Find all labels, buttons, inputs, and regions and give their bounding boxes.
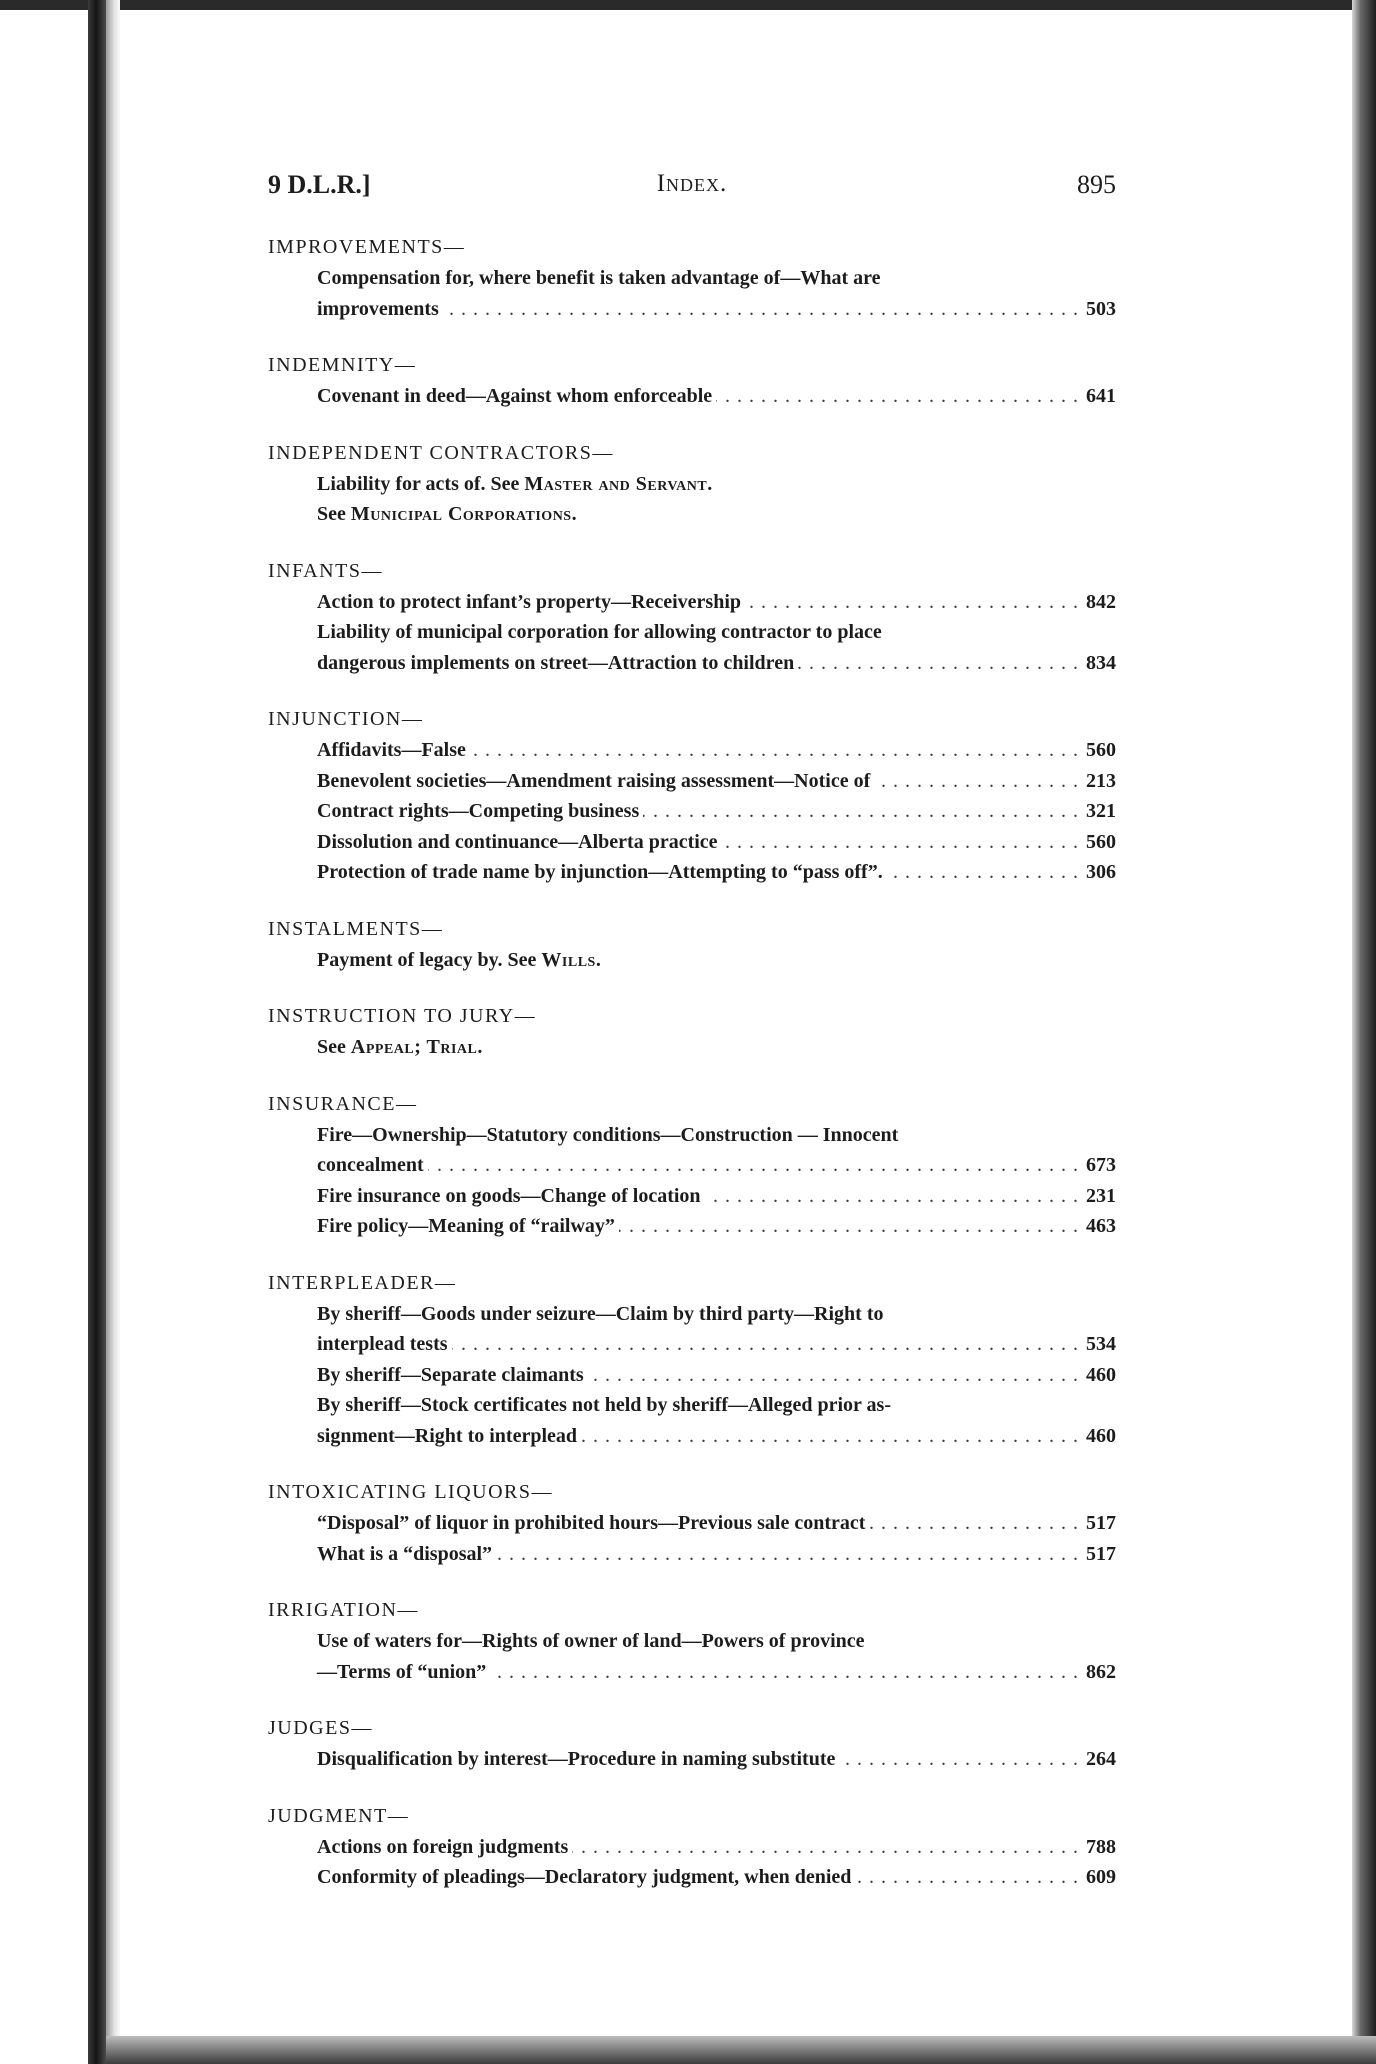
entry-line	[268, 857, 1116, 888]
entry-text-main: Disqualification by interest—Procedure in naming substitute	[317, 1748, 836, 1770]
entry-heading: INDEPENDENT CONTRACTORS—	[268, 441, 614, 464]
entry-text-main: “Disposal” of liquor in prohibited hours—Previous sale contract	[317, 1512, 866, 1534]
entry-text-main: Fire—Ownership—Statutory conditions—Construction — Innocent	[317, 1123, 899, 1146]
entry-text	[317, 591, 745, 613]
entry-text	[317, 770, 874, 792]
entry-heading: IRRIGATION—	[268, 1599, 419, 1621]
entry-line	[268, 1657, 1116, 1688]
entry-line	[268, 1832, 1116, 1863]
entry-line	[268, 1360, 1116, 1391]
index-page	[268, 0, 1116, 2036]
entry-text-main: Fire policy—Meaning of “railway”	[317, 1215, 615, 1237]
entry-text-main: By sheriff—Stock certificates not held by sheriff—Alleged prior as-	[317, 1394, 891, 1416]
page-reference: 842	[1078, 587, 1116, 618]
cross-reference: Municipal Corporations.	[350, 503, 578, 525]
cross-reference: Appeal; Trial.	[350, 1036, 483, 1058]
entry-line	[268, 1211, 1116, 1242]
entry-heading: JUDGMENT—	[268, 1804, 410, 1827]
entry-text	[317, 949, 605, 971]
entry-text	[317, 1036, 487, 1058]
entry-heading: INFANTS—	[268, 559, 383, 582]
page-reference: 560	[1078, 735, 1116, 766]
entry-text	[317, 1215, 619, 1237]
cross-reference: Wills.	[541, 948, 602, 971]
index-entry	[268, 232, 1116, 324]
index-entry	[268, 1801, 1116, 1893]
entry-text	[317, 1364, 588, 1386]
page-reference: 231	[1078, 1181, 1116, 1212]
page-reference: 517	[1078, 1508, 1116, 1539]
entry-text-main: —Terms of “union”	[317, 1660, 487, 1683]
entry-text-main: See	[317, 503, 351, 525]
entry-line	[268, 648, 1116, 679]
entry-line	[268, 1150, 1116, 1181]
entry-line	[268, 1508, 1116, 1539]
entry-text	[317, 267, 885, 289]
entry-text-main: Covenant in deed—Against whom enforceable	[317, 385, 713, 407]
entry-text	[317, 831, 722, 853]
entry-text-main: Fire insurance on goods—Change of location	[317, 1184, 701, 1207]
entry-text	[317, 298, 443, 320]
page-reference: 517	[1078, 1539, 1116, 1570]
entry-line	[268, 263, 1116, 294]
entry-text	[317, 1124, 902, 1146]
index-entry	[268, 556, 1116, 679]
entry-line	[268, 1862, 1116, 1893]
entry-text-main: Liability for acts of. See	[317, 472, 525, 495]
entry-text-main: interplead tests	[317, 1333, 448, 1355]
entry-line	[268, 1421, 1116, 1452]
entry-text	[317, 1154, 428, 1176]
entry-line	[268, 469, 1116, 500]
cross-reference: Master and Servant.	[524, 472, 713, 495]
index-entry	[268, 350, 1116, 412]
entry-heading: JUDGES—	[268, 1717, 373, 1739]
index-entry	[268, 438, 1116, 530]
entry-text-main: By sheriff—Separate claimants	[317, 1363, 584, 1386]
page-reference: 641	[1078, 381, 1116, 412]
running-head	[268, 170, 1116, 210]
entry-text-main: Benevolent societies—Amendment raising assessment—Notice of	[317, 769, 871, 792]
entry-line	[268, 1626, 1116, 1657]
entry-heading: INSTALMENTS—	[268, 917, 444, 940]
entry-text	[317, 1394, 895, 1416]
page-reference: 609	[1078, 1862, 1116, 1893]
entry-text-main: Compensation for, where benefit is taken advantage of—What are	[317, 267, 881, 289]
entry-text	[317, 385, 716, 407]
entry-text-main: Affidavits—False	[317, 739, 466, 761]
entry-text	[317, 1748, 839, 1770]
page-title: Index.	[656, 170, 728, 197]
page-bottom-edge	[106, 2036, 1376, 2064]
page-reference: 788	[1078, 1832, 1116, 1863]
entry-line	[268, 827, 1116, 858]
index-body	[268, 232, 1116, 1919]
entry-text	[317, 1303, 888, 1325]
entry-line	[268, 1539, 1116, 1570]
page-reference: 862	[1078, 1657, 1116, 1688]
entry-line	[268, 735, 1116, 766]
page-reference: 213	[1078, 766, 1116, 797]
page-right-edge	[1352, 0, 1376, 2064]
entry-text-main: Payment of legacy by. See	[317, 948, 542, 971]
entry-line	[268, 587, 1116, 618]
entry-text	[317, 652, 798, 674]
spine-shadow	[106, 0, 120, 2064]
entry-text-main: Use of waters for—Rights of owner of land—Powers of province	[317, 1630, 865, 1652]
page-reference: 460	[1078, 1421, 1116, 1452]
index-entry	[268, 1001, 1116, 1063]
entry-text	[317, 1185, 705, 1207]
entry-text-main: Conformity of pleadings—Declaratory judgment, when denied	[317, 1866, 852, 1888]
entry-text	[317, 861, 887, 883]
entry-heading: INDEMNITY—	[268, 354, 417, 376]
index-entry	[268, 1713, 1116, 1775]
entry-line	[268, 1181, 1116, 1212]
entry-line	[268, 766, 1116, 797]
entry-text	[317, 1630, 869, 1652]
entry-line	[268, 1120, 1116, 1151]
page-number: 895	[1077, 170, 1116, 199]
entry-text	[317, 503, 581, 525]
page-reference: 673	[1078, 1150, 1116, 1181]
entry-text	[317, 800, 643, 822]
entry-text-main: Contract rights—Competing business	[317, 800, 640, 822]
entry-line	[268, 1744, 1116, 1775]
entry-text	[317, 1333, 452, 1355]
entry-text	[317, 1866, 855, 1888]
entry-text-main: improvements	[317, 297, 439, 320]
entry-heading: INSTRUCTION TO JURY—	[268, 1005, 537, 1027]
entry-text-main: Actions on foreign judgments	[317, 1835, 569, 1858]
entry-text-main: dangerous implements on street—Attraction to children	[317, 651, 795, 674]
index-entry	[268, 1268, 1116, 1452]
entry-line	[268, 294, 1116, 325]
index-entry	[268, 914, 1116, 976]
entry-heading: INTOXICATING LIQUORS—	[268, 1481, 554, 1503]
entry-text	[317, 1543, 496, 1565]
entry-line	[268, 945, 1116, 976]
entry-line	[268, 499, 1116, 530]
entry-heading: INSURANCE—	[268, 1092, 418, 1115]
entry-line	[268, 617, 1116, 648]
page-reference: 534	[1078, 1329, 1116, 1360]
entry-text	[317, 1836, 572, 1858]
index-entry	[268, 704, 1116, 888]
entry-text	[317, 621, 886, 643]
entry-text-main: Protection of trade name by injunction—Attempting to “pass off”.	[317, 861, 883, 883]
page-reference: 264	[1078, 1744, 1116, 1775]
page-reference: 460	[1078, 1360, 1116, 1391]
page-reference: 503	[1078, 294, 1116, 325]
index-entry	[268, 1089, 1116, 1242]
entry-text	[317, 739, 470, 761]
entry-text	[317, 1512, 869, 1534]
entry-text-main: concealment	[317, 1154, 424, 1176]
entry-heading: INTERPLEADER—	[268, 1271, 457, 1294]
entry-line	[268, 1329, 1116, 1360]
entry-text-main: Liability of municipal corporation for allowing contractor to place	[317, 621, 882, 643]
entry-line	[268, 1299, 1116, 1330]
page-reference: 834	[1078, 648, 1116, 679]
entry-line	[268, 381, 1116, 412]
entry-text-main: See	[317, 1036, 351, 1058]
volume-reference: 9 D.L.R.]	[268, 170, 371, 199]
entry-heading: INJUNCTION—	[268, 708, 424, 730]
page-reference: 463	[1078, 1211, 1116, 1242]
entry-text	[317, 1425, 581, 1447]
entry-text-main: Action to protect infant’s property—Receivership	[317, 590, 742, 613]
index-entry	[268, 1477, 1116, 1569]
entry-text-main: signment—Right to interplead	[317, 1424, 577, 1447]
book-spine	[88, 0, 106, 2064]
entry-text-main: By sheriff—Goods under seizure—Claim by third party—Right to	[317, 1302, 884, 1325]
entry-line	[268, 796, 1116, 827]
page-reference: 306	[1078, 857, 1116, 888]
entry-line	[268, 1390, 1116, 1421]
entry-text	[317, 473, 717, 495]
entry-text-main: Dissolution and continuance—Alberta practice	[317, 830, 718, 853]
index-entry	[268, 1595, 1116, 1687]
page-reference: 321	[1078, 796, 1116, 827]
entry-line	[268, 1032, 1116, 1063]
entry-text	[317, 1661, 490, 1683]
entry-text-main: What is a “disposal”	[317, 1542, 493, 1565]
page-reference: 560	[1078, 827, 1116, 858]
entry-heading: IMPROVEMENTS—	[268, 236, 466, 258]
